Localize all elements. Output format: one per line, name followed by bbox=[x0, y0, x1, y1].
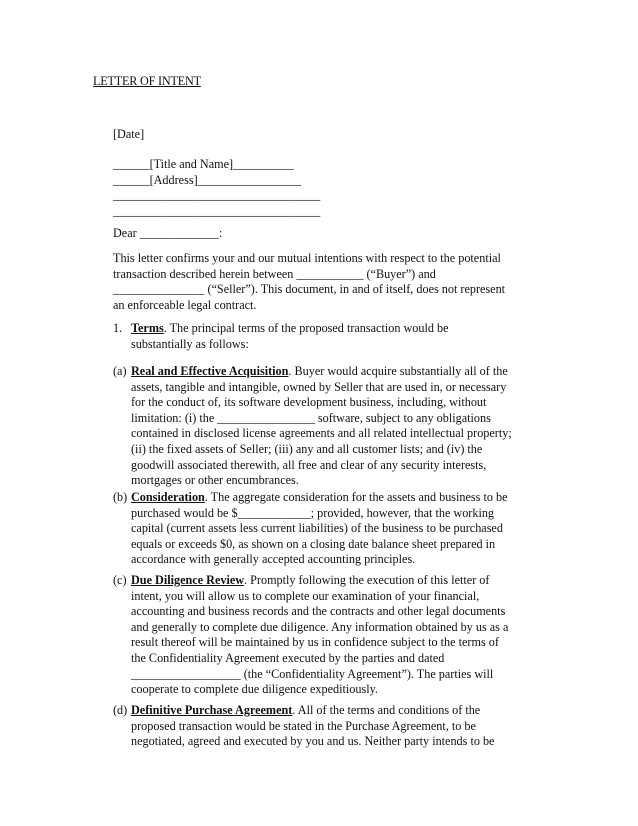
address-line: __________________________________ bbox=[113, 203, 321, 218]
item-text: equals or exceeds $0, as shown on a closing date balance sheet prepared in bbox=[131, 536, 496, 551]
item-text: accordance with generally accepted accounting principles. bbox=[131, 552, 416, 567]
section-1-terms bbox=[113, 321, 533, 352]
item-text: capital (current assets less current liabilities) of the business to be purchased bbox=[131, 521, 503, 536]
intro-line: _______________ (“Seller”). This document, in and of itself, does not represent bbox=[113, 282, 506, 297]
item-heading: Real and Effective Acquisition bbox=[131, 364, 289, 378]
item-text: __________________ (the “Confidentiality Agreement”). The parties will bbox=[131, 666, 494, 681]
item-text: accounting and business records and the contracts and other legal documents bbox=[131, 604, 506, 619]
item-text: purchased would be $____________; provided, however, that the working bbox=[131, 505, 495, 520]
date-line bbox=[113, 127, 533, 143]
item-c-due-diligence bbox=[113, 573, 533, 698]
item-text: limitation: (i) the ________________ software, subject to any obligations bbox=[131, 410, 491, 425]
item-d-purchase-agreement bbox=[113, 703, 533, 750]
item-marker: (b) bbox=[113, 490, 128, 504]
item-text: contained in disclosed license agreements and all related intellectual property; bbox=[131, 426, 512, 441]
item-text: goodwill associated therewith, all free and clear of any security interests, bbox=[131, 457, 487, 472]
item-text: proposed transaction would be stated in the Purchase Agreement, to be bbox=[131, 718, 476, 733]
section-marker: 1. bbox=[113, 321, 123, 335]
intro-line: transaction described herein between ___________ (“Buyer”) and bbox=[113, 266, 436, 281]
item-marker: (c) bbox=[113, 573, 127, 587]
item-text: (ii) the fixed assets of Seller; (iii) any and all customer lists; and (iv) the bbox=[131, 441, 483, 456]
section-text: substantially as follows: bbox=[131, 336, 249, 351]
salutation bbox=[113, 226, 533, 242]
address-line: ______[Address]_________________ bbox=[113, 172, 302, 187]
item-text: intent, you will allow us to complete our examination of your financial, bbox=[131, 588, 480, 603]
item-text: for the conduct of, its software development business, including, without bbox=[131, 395, 487, 410]
intro-paragraph bbox=[113, 251, 533, 313]
item-text: . Promptly following the execution of this letter of bbox=[244, 573, 490, 587]
item-text: . All of the terms and conditions of the bbox=[292, 703, 481, 717]
item-text: and generally to complete due diligence. Any information obtained by us as a bbox=[131, 619, 509, 634]
date-placeholder: [Date] bbox=[113, 127, 145, 141]
item-marker: (d) bbox=[113, 703, 128, 717]
document-title: LETTER OF INTENT bbox=[93, 74, 201, 88]
item-a-acquisition bbox=[113, 364, 533, 489]
item-text: cooperate to complete due diligence expeditiously. bbox=[131, 682, 378, 697]
item-marker: (a) bbox=[113, 364, 127, 378]
item-text: result thereof will be maintained by us in confidence subject to the terms of bbox=[131, 635, 499, 650]
item-b-consideration bbox=[113, 490, 533, 568]
item-text: mortgages or other encumbrances. bbox=[131, 473, 299, 488]
item-text: . The aggregate consideration for the assets and business to be bbox=[204, 490, 508, 504]
salutation-text: Dear _____________: bbox=[113, 226, 223, 240]
item-text: negotiated, agreed and executed by you and us. Neither party intends to be bbox=[131, 734, 495, 749]
item-text: assets, tangible and intangible, owned by Seller that are used in, or necessary bbox=[131, 379, 507, 394]
section-text: . The principal terms of the proposed transaction would be bbox=[163, 321, 449, 335]
intro-line: This letter confirms your and our mutual intentions with respect to the potential bbox=[113, 251, 501, 265]
intro-line: an enforceable legal contract. bbox=[113, 297, 257, 312]
item-heading: Definitive Purchase Agreement bbox=[131, 703, 293, 717]
section-heading: Terms bbox=[131, 321, 164, 335]
item-text: the Confidentiality Agreement executed by the parties and dated bbox=[131, 650, 445, 665]
item-heading: Consideration bbox=[131, 490, 205, 504]
address-line: __________________________________ bbox=[113, 188, 321, 203]
item-text: . Buyer would acquire substantially all of the bbox=[288, 364, 508, 378]
address-block bbox=[113, 157, 533, 219]
address-line: ______[Title and Name]__________ bbox=[113, 157, 294, 171]
item-heading: Due Diligence Review bbox=[131, 573, 245, 587]
